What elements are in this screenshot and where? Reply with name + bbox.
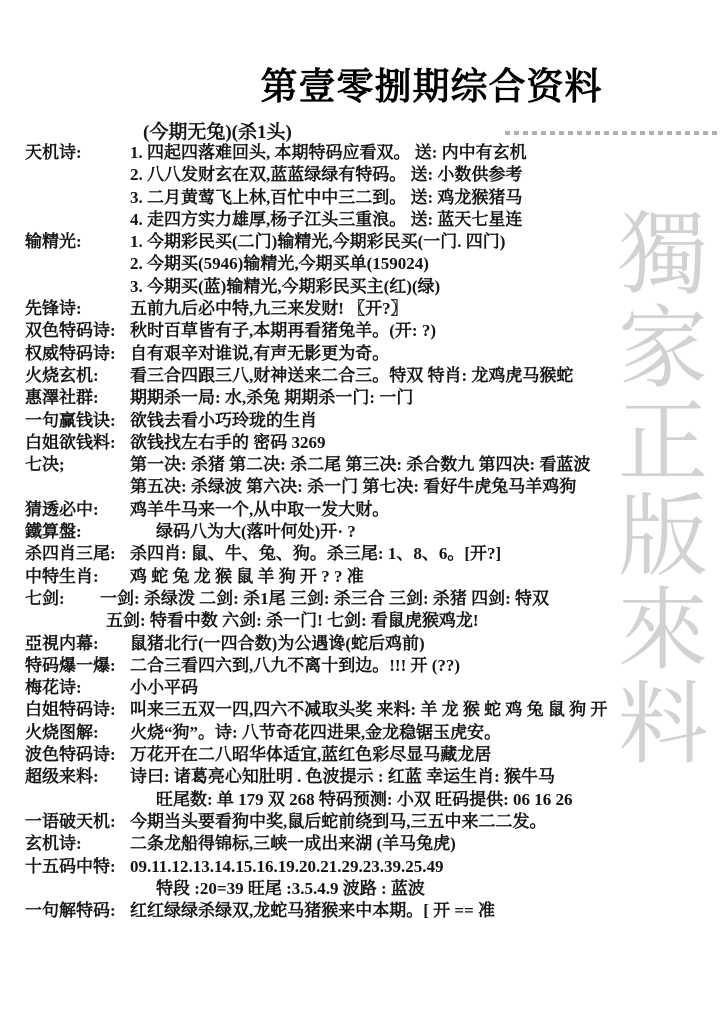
info-row — [25, 365, 717, 387]
row-label: 惠澤社群: — [25, 388, 99, 408]
row-label: 先锋诗: — [25, 299, 82, 319]
row-label: 七剑: — [25, 588, 65, 608]
row-label — [25, 253, 130, 275]
watermark-text: 獨家正版來料 — [604, 206, 703, 770]
row-text: 秋时百草皆有子,本期再看猪兔羊。(开: ?) — [130, 321, 436, 341]
row-text: 红红绿绿杀绿双,龙蛇马猪猴来中本期。[ 开 == 准 — [130, 901, 496, 921]
row-text: 4. 走四方实力雄厚,杨子江头三重浪。 送: 蓝天七星连 — [130, 209, 523, 229]
row-text: 旺尾数: 单 179 双 268 特码预测: 小双 旺码提供: 06 16 26 — [156, 789, 573, 809]
row-text: 一剑: 杀绿泼 二剑: 杀1尾 三剑: 杀三合 三剑: 杀猪 四剑: 特双 — [100, 588, 550, 608]
info-row — [25, 343, 717, 365]
info-row — [25, 833, 717, 855]
row-text: 1. 四起四落难回头, 本期特码应看双。 送: 内中有玄机 — [130, 143, 527, 162]
row-text: 欲钱去看小巧玲珑的生肖 — [130, 410, 317, 430]
row-label: 鐵算盤: — [25, 522, 82, 542]
row-label: 权威特码诗: — [25, 343, 116, 363]
info-row — [25, 521, 717, 543]
row-text: 诗曰: 诸葛亮心知肚明 . 色波提示 : 红蓝 幸运生肖: 猴牛马 — [130, 767, 555, 787]
row-text: 3. 今期买(蓝)输精光,今期彩民买主(红)(绿) — [130, 276, 441, 296]
row-label: 火烧玄机: — [25, 365, 99, 385]
row-text: 小小平码 — [130, 678, 198, 698]
row-label: 白姐特码诗: — [25, 700, 116, 720]
row-label — [25, 789, 130, 811]
row-label: 波色特码诗: — [25, 745, 116, 765]
row-text: 1. 今期彩民买(二门)输精光,今期彩民买(一门. 四门) — [130, 232, 506, 252]
row-label: 特码爆一爆: — [25, 655, 116, 675]
row-text: 火烧“狗”。诗: 八节奇花四进果,金龙稳锯玉虎安。 — [130, 722, 502, 742]
row-text: 二条龙船得锦标,三峡一成出来湖 (羊马兔虎) — [130, 834, 456, 854]
row-text: 今期当头要看狗中奖,鼠后蛇前绕到马,三五中来二二发。 — [130, 811, 547, 831]
row-label: 输精光: — [25, 232, 82, 252]
info-row — [25, 878, 717, 900]
row-text: 特段 :20=39 旺尾 :3.5.4.9 波路 : 蓝波 — [156, 878, 425, 898]
info-row — [25, 900, 717, 922]
row-text: 万花开在二八昭华体适宜,蓝红色彩尽显马藏龙居 — [130, 745, 492, 765]
info-row — [25, 276, 717, 298]
row-text: 二合三看四六到,八九不离十到边。!!! 开 (??) — [130, 655, 461, 675]
info-rows — [25, 142, 717, 922]
info-row — [25, 744, 717, 766]
row-label: 天机诗: — [25, 143, 82, 162]
info-row — [25, 566, 717, 588]
row-text: 鼠猪北行(一四合数)为公遇谗(蛇后鸡前) — [130, 633, 425, 653]
row-text: 自有艰辛对谁说,有声无影更为奇。 — [130, 343, 390, 363]
info-row — [25, 164, 717, 186]
row-text: 看三合四跟三八,财神送来二合三。特双 特肖: 龙鸡虎马猴蛇 — [130, 365, 574, 385]
info-row — [25, 766, 717, 788]
row-text: 叫来三五双一四,四六不减取头奖 来料: 羊 龙 猴 蛇 鸡 兔 鼠 狗 开 — [130, 700, 608, 720]
row-text: 五剑: 特看中数 六剑: 杀一门! 七剑: 看鼠虎猴鸡龙! — [106, 611, 479, 631]
row-text: 2. 八八发财玄在双,蓝蓝绿绿有特码。 送: 小数供参考 — [130, 165, 523, 185]
row-label: 超级来料: — [25, 767, 99, 787]
scan-artifact-dashes — [505, 131, 717, 135]
info-row — [25, 722, 717, 744]
info-row — [25, 633, 717, 655]
row-text: 五前九后必中特,九三来发财! 〖开?〗 — [130, 299, 408, 319]
row-label: 一句解特码: — [25, 901, 116, 921]
info-row — [25, 187, 717, 209]
info-row — [25, 142, 717, 164]
row-text: 期期杀一局: 水,杀兔 期期杀一门: 一门 — [130, 388, 414, 408]
info-row — [25, 811, 717, 833]
info-row — [25, 789, 717, 811]
info-row — [25, 476, 717, 498]
info-row — [25, 588, 717, 610]
info-row — [25, 499, 717, 521]
info-row — [25, 320, 717, 342]
info-row — [25, 543, 717, 565]
row-label: 猜透必中: — [25, 499, 99, 519]
row-label: 杀四肖三尾: — [25, 544, 116, 564]
row-text: 杀四肖: 鼠、牛、兔、狗。杀三尾: 1、8、6。[开?] — [130, 544, 502, 564]
row-label: 白姐欲钱料: — [25, 432, 116, 452]
info-row — [25, 231, 717, 253]
row-text: 第一决: 杀猪 第二决: 杀二尾 第三决: 杀合数九 第四决: 看蓝波 — [130, 455, 591, 475]
row-label: 梅花诗: — [25, 678, 82, 698]
info-row — [25, 610, 717, 632]
row-label — [25, 187, 130, 209]
row-label: 亞視内幕: — [25, 633, 99, 653]
row-label — [25, 164, 130, 186]
row-label: 玄机诗: — [25, 834, 82, 854]
info-row — [25, 209, 717, 231]
info-row — [25, 699, 717, 721]
row-label: 中特生肖: — [25, 566, 99, 586]
row-label: 一句赢钱诀: — [25, 410, 116, 430]
row-label — [25, 276, 130, 298]
row-text: 欲钱找左右手的 密码 3269 — [130, 432, 326, 452]
info-row — [25, 432, 717, 454]
info-row — [25, 298, 717, 320]
info-row — [25, 387, 717, 409]
row-label — [25, 209, 130, 231]
row-text: 绿码八为大(落叶何处)开· ? — [156, 522, 356, 542]
info-row — [25, 677, 717, 699]
info-row — [25, 253, 717, 275]
page-subtitle: (今期无兔)(杀1头) — [143, 122, 292, 143]
row-text: 鸡 蛇 兔 龙 猴 鼠 羊 狗 开 ? ? 准 — [130, 566, 364, 586]
row-text: 3. 二月黄莺飞上林,百忙中中三二到。 送: 鸡龙猴猪马 — [130, 187, 523, 207]
row-text: 第五决: 杀绿波 第六决: 杀一门 第七决: 看好牛虎兔马羊鸡狗 — [130, 477, 577, 497]
row-label: 火烧图解: — [25, 722, 99, 742]
info-row — [25, 410, 717, 432]
info-row — [25, 454, 717, 476]
row-text: 2. 今期买(5946)输精光,今期买单(159024) — [130, 254, 429, 274]
row-label — [25, 476, 130, 498]
info-row — [25, 655, 717, 677]
info-row — [25, 856, 717, 878]
row-text: 09.11.12.13.14.15.16.19.20.21.29.23.39.25.49 — [130, 856, 444, 876]
row-label: 十五码中特: — [25, 856, 116, 876]
row-label: 双色特码诗: — [25, 321, 116, 341]
row-text: 鸡羊牛马来一个,从中取一发大财。 — [130, 499, 390, 519]
row-label: 一语破天机: — [25, 811, 116, 831]
row-label — [25, 878, 130, 900]
row-label: 七决; — [25, 455, 65, 475]
page-title: 第壹零捌期综合资料 — [260, 67, 603, 108]
